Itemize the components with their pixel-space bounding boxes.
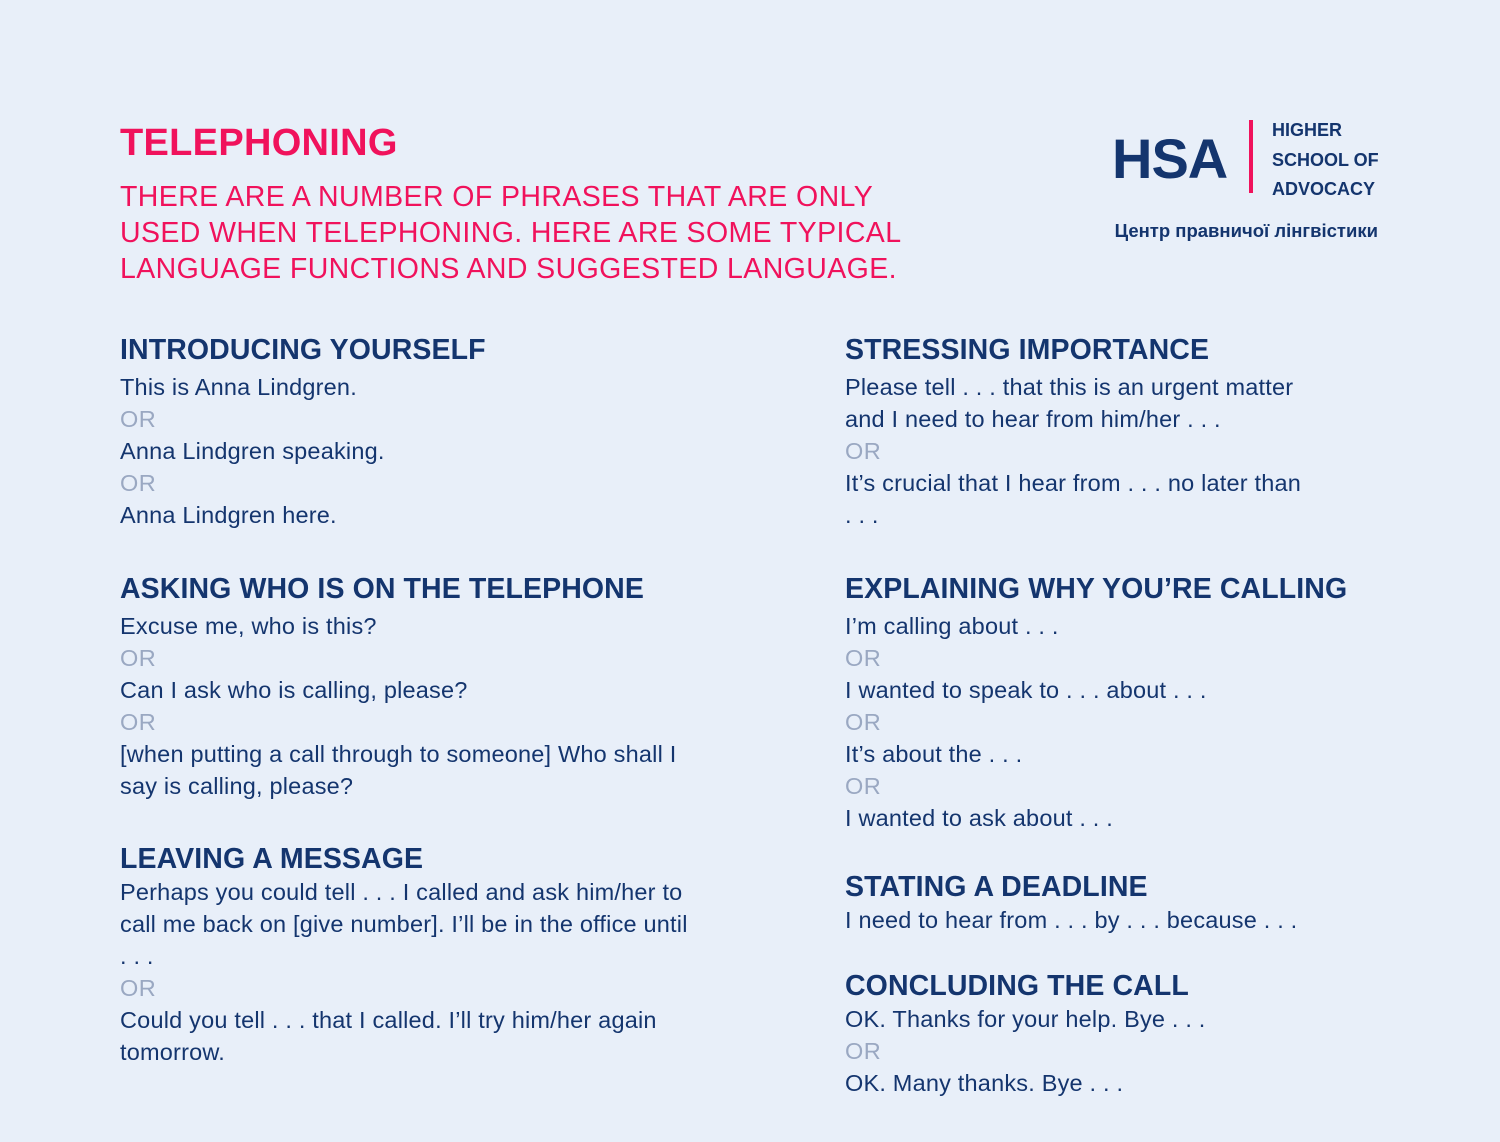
or-separator: OR [120, 406, 157, 432]
phrase: OK. Thanks for your help. Bye . . . [845, 1006, 1206, 1032]
phrase: Anna Lindgren speaking. [120, 438, 385, 464]
phrase: Excuse me, who is this? [120, 613, 377, 639]
phrase: Can I ask who is calling, please? [120, 677, 468, 703]
section-heading: ASKING WHO IS ON THE TELEPHONE [120, 573, 644, 605]
section-heading: LEAVING A MESSAGE [120, 843, 424, 875]
page-title: TELEPHONING [120, 122, 398, 164]
or-separator: OR [845, 773, 882, 799]
section-introducing [120, 333, 486, 531]
phrase: I wanted to speak to . . . about . . . [845, 677, 1207, 703]
logo-wordmark [1272, 116, 1379, 205]
phrase: call me back on [give number]. I’ll be in the office until [120, 911, 688, 937]
phrase: Please tell . . . that this is an urgent matter [845, 374, 1294, 400]
or-separator: OR [845, 709, 882, 735]
phrase: Could you tell . . . that I called. I’ll try him/her again [120, 1007, 657, 1033]
section-stressing [845, 333, 1301, 531]
section-heading: STRESSING IMPORTANCE [845, 334, 1210, 366]
phrase: and I need to hear from him/her . . . [845, 406, 1221, 432]
phrase: I’m calling about . . . [845, 613, 1059, 639]
or-separator: OR [120, 470, 157, 496]
section-deadline [845, 870, 1297, 936]
phrase: Anna Lindgren here. [120, 502, 337, 528]
section-leaving [120, 842, 688, 1068]
phrase: This is Anna Lindgren. [120, 374, 357, 400]
section-heading: STATING A DEADLINE [845, 871, 1148, 903]
section-heading: INTRODUCING YOURSELF [120, 334, 486, 366]
phrase: I wanted to ask about . . . [845, 805, 1113, 831]
phrase: I need to hear from . . . by . . . because . . . [845, 907, 1298, 933]
or-separator: OR [845, 645, 882, 671]
logo-line-2: SCHOOL OF [1272, 149, 1379, 170]
phrase: . . . [120, 943, 154, 969]
logo-divider [1249, 120, 1253, 193]
or-separator: OR [120, 709, 157, 735]
section-asking [120, 572, 676, 802]
or-separator: OR [845, 1038, 882, 1064]
logo-caption: Центр правничої лінгвістики [1114, 220, 1378, 241]
logo-line-1: HIGHER [1272, 120, 1343, 140]
hsa-logo [1112, 116, 1392, 256]
phrase: tomorrow. [120, 1039, 225, 1065]
phrase: say is calling, please? [120, 773, 354, 799]
or-separator: OR [120, 975, 157, 1001]
section-heading: EXPLAINING WHY YOU’RE CALLING [845, 573, 1348, 605]
phrase: It’s crucial that I hear from . . . no later than [845, 470, 1302, 496]
phrase: [when putting a call through to someone] Who shall I [120, 741, 677, 767]
intro-text: THERE ARE A NUMBER OF PHRASES THAT ARE ONLY USED WHEN TELEPHONING. HERE ARE SOME TYPICAL LANGUAGE FUNCTIONS AND SUGGESTED LANGUAGE. [120, 181, 901, 285]
or-separator: OR [120, 645, 157, 671]
or-separator: OR [845, 438, 882, 464]
section-concluding [845, 969, 1206, 1099]
logo-mark: HSA [1112, 127, 1228, 190]
logo-line-3: ADVOCACY [1272, 179, 1376, 199]
section-heading: CONCLUDING THE CALL [845, 970, 1189, 1002]
phrase: . . . [845, 502, 879, 528]
section-explaining [845, 572, 1347, 834]
phrase: OK. Many thanks. Bye . . . [845, 1070, 1124, 1096]
phrase: It’s about the . . . [845, 741, 1023, 767]
phrase: Perhaps you could tell . . . I called and ask him/her to [120, 879, 683, 905]
